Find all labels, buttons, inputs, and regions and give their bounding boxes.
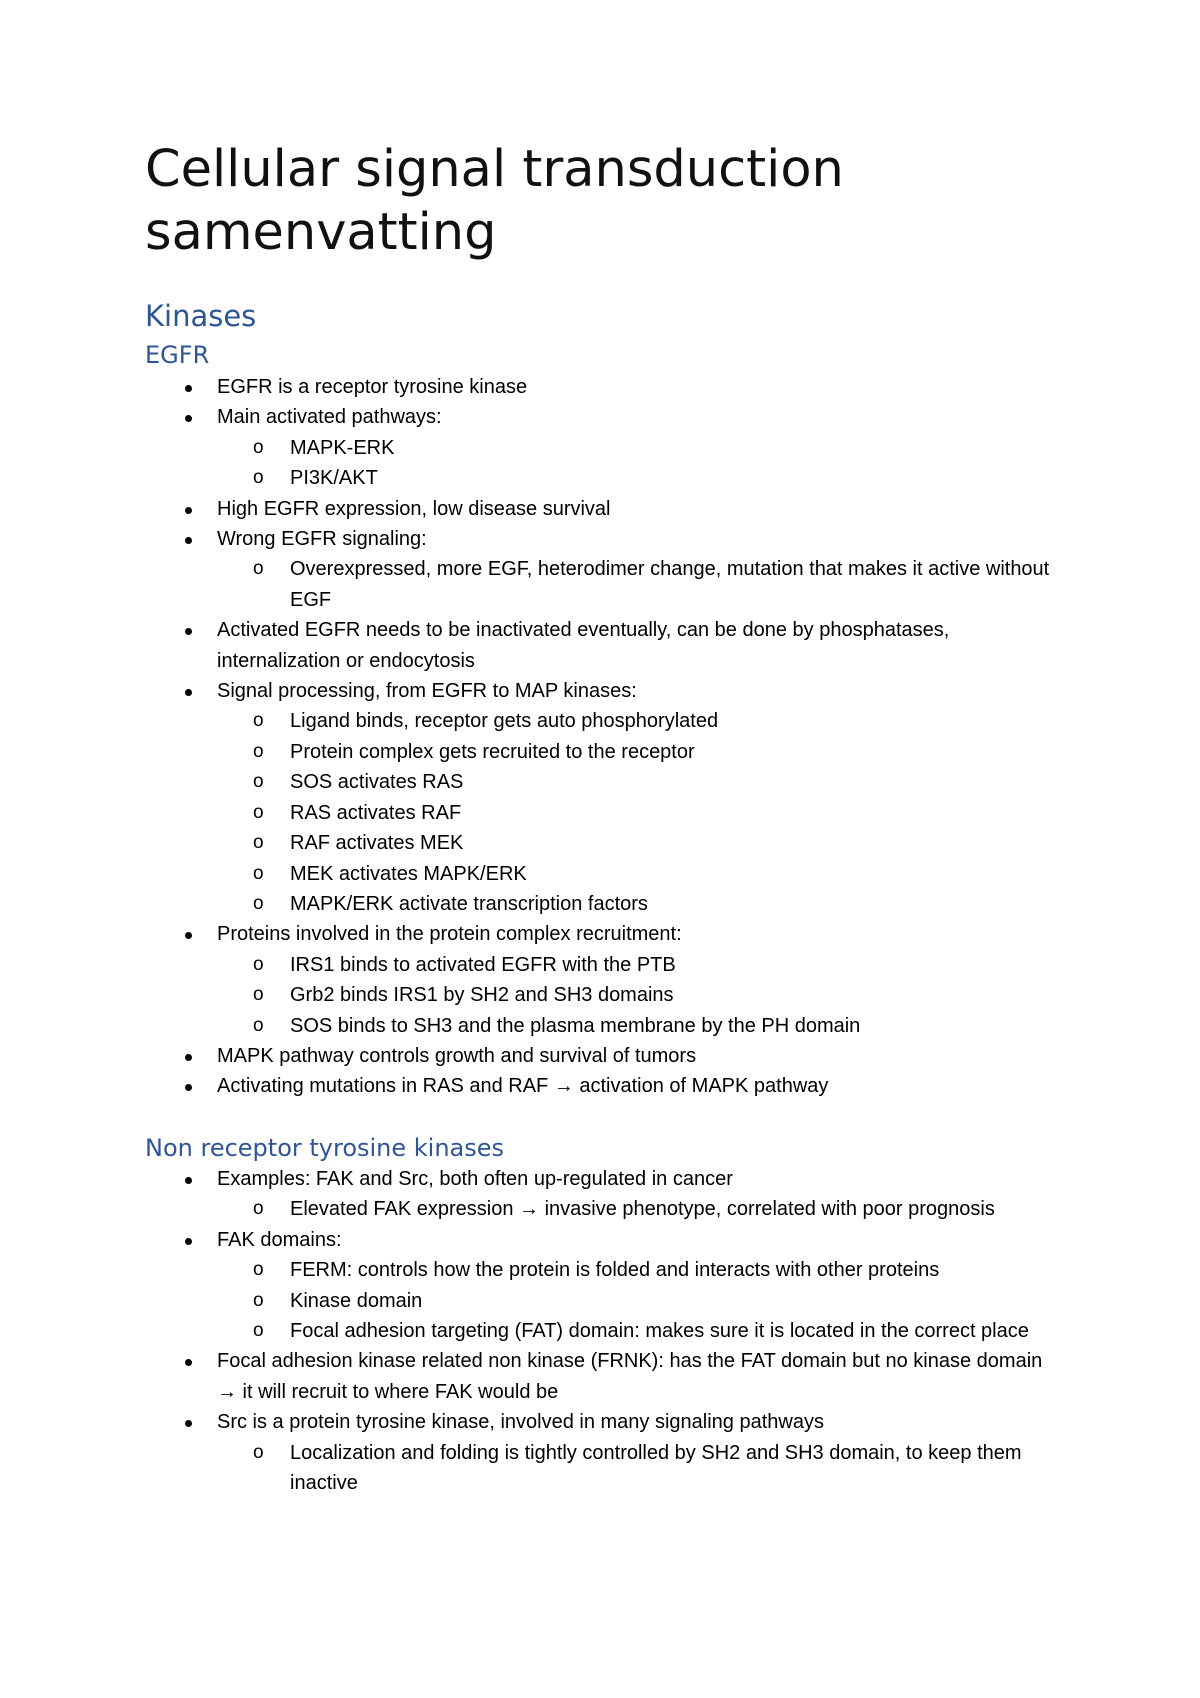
list-item (145, 372, 1075, 402)
bullet-dot-icon (185, 537, 192, 544)
heading-egfr: EGFR (145, 341, 210, 369)
list-item-text: SOS activates RAS (290, 771, 464, 794)
bullet-dot-icon (185, 507, 192, 514)
list-item (145, 1194, 1075, 1224)
list-item (145, 1041, 1075, 1071)
bullet-dot-icon (185, 1238, 192, 1245)
bullet-dot-icon (185, 689, 192, 696)
list-item (145, 706, 1075, 736)
bullet-circle-icon: o (253, 771, 264, 793)
list-item-text: MEK activates MAPK/ERK (290, 862, 527, 885)
heading-kinases: Kinases (145, 299, 257, 333)
list-item-text: MAPK pathway controls growth and survival of tumors (217, 1044, 697, 1067)
list-item (145, 828, 1075, 858)
list-item-text: RAF activates MEK (290, 832, 464, 855)
bullet-circle-icon: o (253, 892, 264, 914)
list-item-text: Protein complex gets recruited to the receptor (290, 740, 695, 763)
bullet-circle-icon: o (253, 984, 264, 1006)
list-item-text: Src is a protein tyrosine kinase, involved in many signaling pathways (217, 1411, 824, 1434)
list-item (145, 676, 1075, 706)
list-item-text: Wrong EGFR signaling: (217, 528, 427, 551)
bullet-circle-icon: o (253, 801, 264, 823)
list-item-text: FERM: controls how the protein is folded and interacts with other proteins (290, 1259, 940, 1282)
list-item-text: Localization and folding is tightly controlled by SH2 and SH3 domain, to keep them inactive (290, 1441, 1022, 1495)
bullet-circle-icon: o (253, 1259, 264, 1281)
list-item-text: Signal processing, from EGFR to MAP kinases: (217, 680, 637, 703)
list-item (145, 433, 1075, 463)
bullet-circle-icon: o (253, 1014, 264, 1036)
bullet-circle-icon: o (253, 740, 264, 762)
list-item (145, 889, 1075, 919)
list-item-text: RAS activates RAF (290, 801, 462, 824)
list-item-text: Focal adhesion targeting (FAT) domain: makes sure it is located in the correct place (290, 1320, 1029, 1343)
list-item-text: Activated EGFR needs to be inactivated eventually, can be done by phosphatases, internalization or endocytosis (217, 619, 950, 672)
list-item (145, 463, 1075, 493)
list-item-text: MAPK-ERK (290, 436, 395, 459)
list-item (145, 737, 1075, 767)
list-item (145, 980, 1075, 1010)
list-item-text: MAPK/ERK activate transcription factors (290, 892, 648, 915)
list-item (145, 1286, 1075, 1316)
bullet-circle-icon: o (253, 467, 264, 489)
bullet-dot-icon (185, 1054, 192, 1061)
list-item (145, 554, 1075, 615)
bullet-circle-icon: o (253, 1441, 264, 1463)
bullet-circle-icon: o (253, 558, 264, 580)
list-item (145, 859, 1075, 889)
bullet-circle-icon: o (253, 1198, 264, 1220)
list-item (145, 494, 1075, 524)
list-item-text: High EGFR expression, low disease survival (217, 497, 611, 520)
list-item (145, 1255, 1075, 1285)
bullet-dot-icon (185, 1177, 192, 1184)
list-item (145, 1346, 1075, 1407)
document-title: Cellular signal transduction samenvatting (145, 140, 844, 262)
list-item (145, 1071, 1075, 1101)
list-item (145, 798, 1075, 828)
bullet-circle-icon: o (253, 1289, 264, 1311)
list-item (145, 767, 1075, 797)
list-item (145, 1438, 1075, 1499)
list-item-text: Kinase domain (290, 1289, 423, 1312)
bullet-dot-icon (185, 385, 192, 392)
list-item-text: SOS binds to SH3 and the plasma membrane by the PH domain (290, 1014, 861, 1037)
list-item-text: Ligand binds, receptor gets auto phosphorylated (290, 710, 719, 733)
list-item-text: Activating mutations in RAS and RAF → activation of MAPK pathway (217, 1075, 829, 1098)
list-item-text: Overexpressed, more EGF, heterodimer change, mutation that makes it active without EGF (290, 558, 1050, 611)
list-item (145, 615, 1075, 676)
list-item (145, 919, 1075, 949)
list-item-text: Main activated pathways: (217, 406, 442, 429)
bullet-dot-icon (185, 1420, 192, 1427)
list-item-text: Grb2 binds IRS1 by SH2 and SH3 domains (290, 984, 674, 1007)
list-item (145, 1225, 1075, 1255)
nrtk-bullet-list (145, 1164, 1075, 1498)
list-item (145, 524, 1075, 554)
list-item-text: FAK domains: (217, 1228, 342, 1251)
bullet-dot-icon (185, 1359, 192, 1366)
bullet-dot-icon (185, 932, 192, 939)
list-item-text: IRS1 binds to activated EGFR with the PTB (290, 953, 676, 976)
heading-non-receptor-tyrosine-kinases: Non receptor tyrosine kinases (145, 1134, 505, 1162)
list-item-text: PI3K/AKT (290, 467, 378, 490)
bullet-dot-icon (185, 415, 192, 422)
bullet-dot-icon (185, 1084, 192, 1091)
list-item-text: Focal adhesion kinase related non kinase (FRNK): has the FAT domain but no kinase domain → it will recruit to where FAK would be (217, 1350, 1043, 1403)
egfr-bullet-list (145, 372, 1075, 1102)
list-item (145, 1316, 1075, 1346)
list-item (145, 1164, 1075, 1194)
bullet-circle-icon: o (253, 832, 264, 854)
list-item-text: Examples: FAK and Src, both often up-regulated in cancer (217, 1168, 733, 1190)
list-item (145, 1011, 1075, 1041)
bullet-circle-icon: o (253, 862, 264, 884)
bullet-circle-icon: o (253, 1320, 264, 1342)
bullet-circle-icon: o (253, 710, 264, 732)
list-item (145, 1407, 1075, 1437)
list-item-text: Elevated FAK expression → invasive phenotype, correlated with poor prognosis (290, 1198, 995, 1221)
bullet-circle-icon: o (253, 436, 264, 458)
list-item (145, 950, 1075, 980)
bullet-circle-icon: o (253, 953, 264, 975)
bullet-dot-icon (185, 628, 192, 635)
list-item-text: EGFR is a receptor tyrosine kinase (217, 376, 528, 398)
list-item-text: Proteins involved in the protein complex recruitment: (217, 923, 682, 946)
list-item (145, 402, 1075, 432)
